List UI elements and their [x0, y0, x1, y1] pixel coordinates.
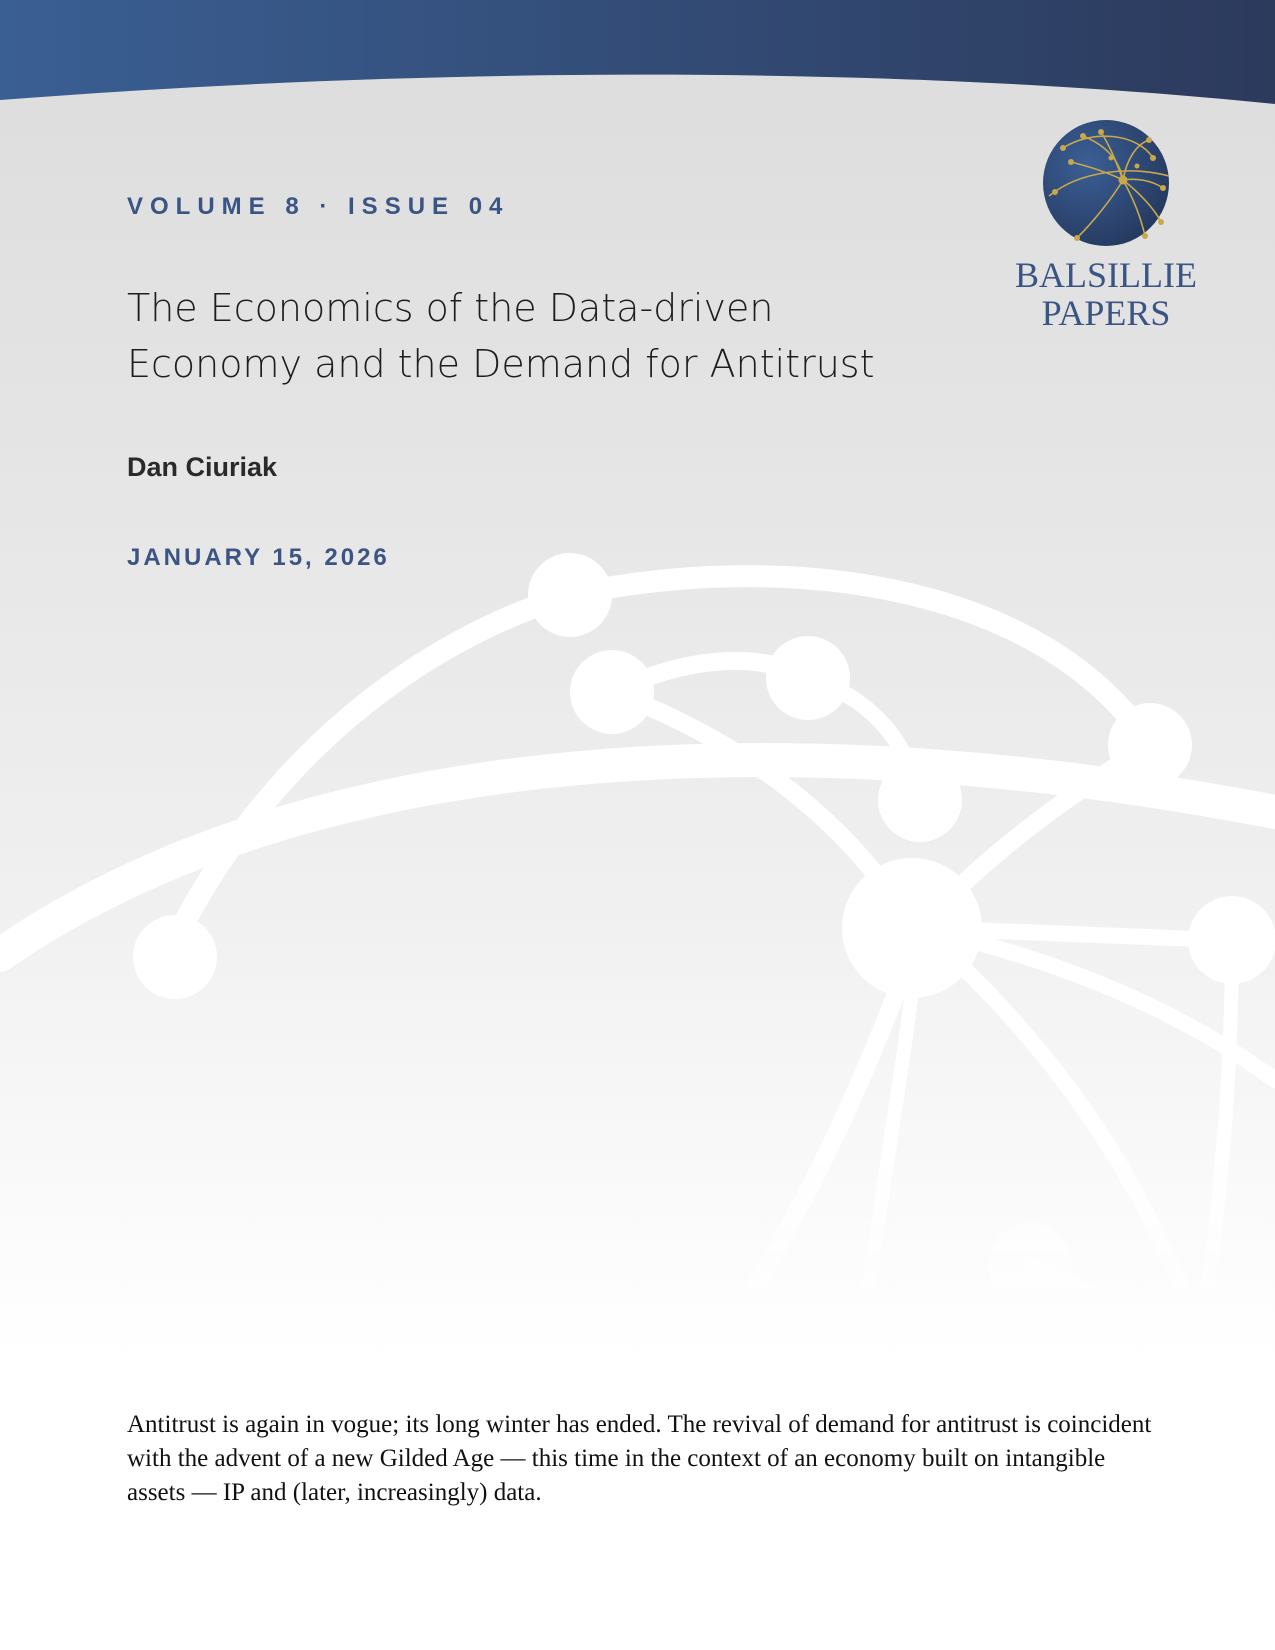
logo-wordmark [1000, 256, 1212, 332]
volume-issue-label: VOLUME 8 · ISSUE 04 [127, 193, 510, 220]
logo-line-1: BALSILLIE [1015, 255, 1197, 295]
network-globe-icon [1041, 118, 1171, 248]
header-band [0, 0, 1275, 110]
document-title: The Economics of the Data-driven Economy and the Demand for Antitrust [127, 286, 875, 386]
balsillie-papers-logo [1000, 118, 1220, 338]
network-graphic [0, 520, 1275, 1370]
abstract-paragraph: Antitrust is again in vogue; its long winter has ended. The revival of demand for antitrust is coincident with the advent of a new Gilded Age — this time in the context of an economy built on intangible assets — IP and (later, increasingly) data. [127, 1411, 1152, 1506]
author-name: Dan Ciuriak [127, 452, 278, 482]
logo-line-2: PAPERS [1041, 293, 1171, 333]
publication-date: JANUARY 15, 2026 [127, 544, 390, 571]
